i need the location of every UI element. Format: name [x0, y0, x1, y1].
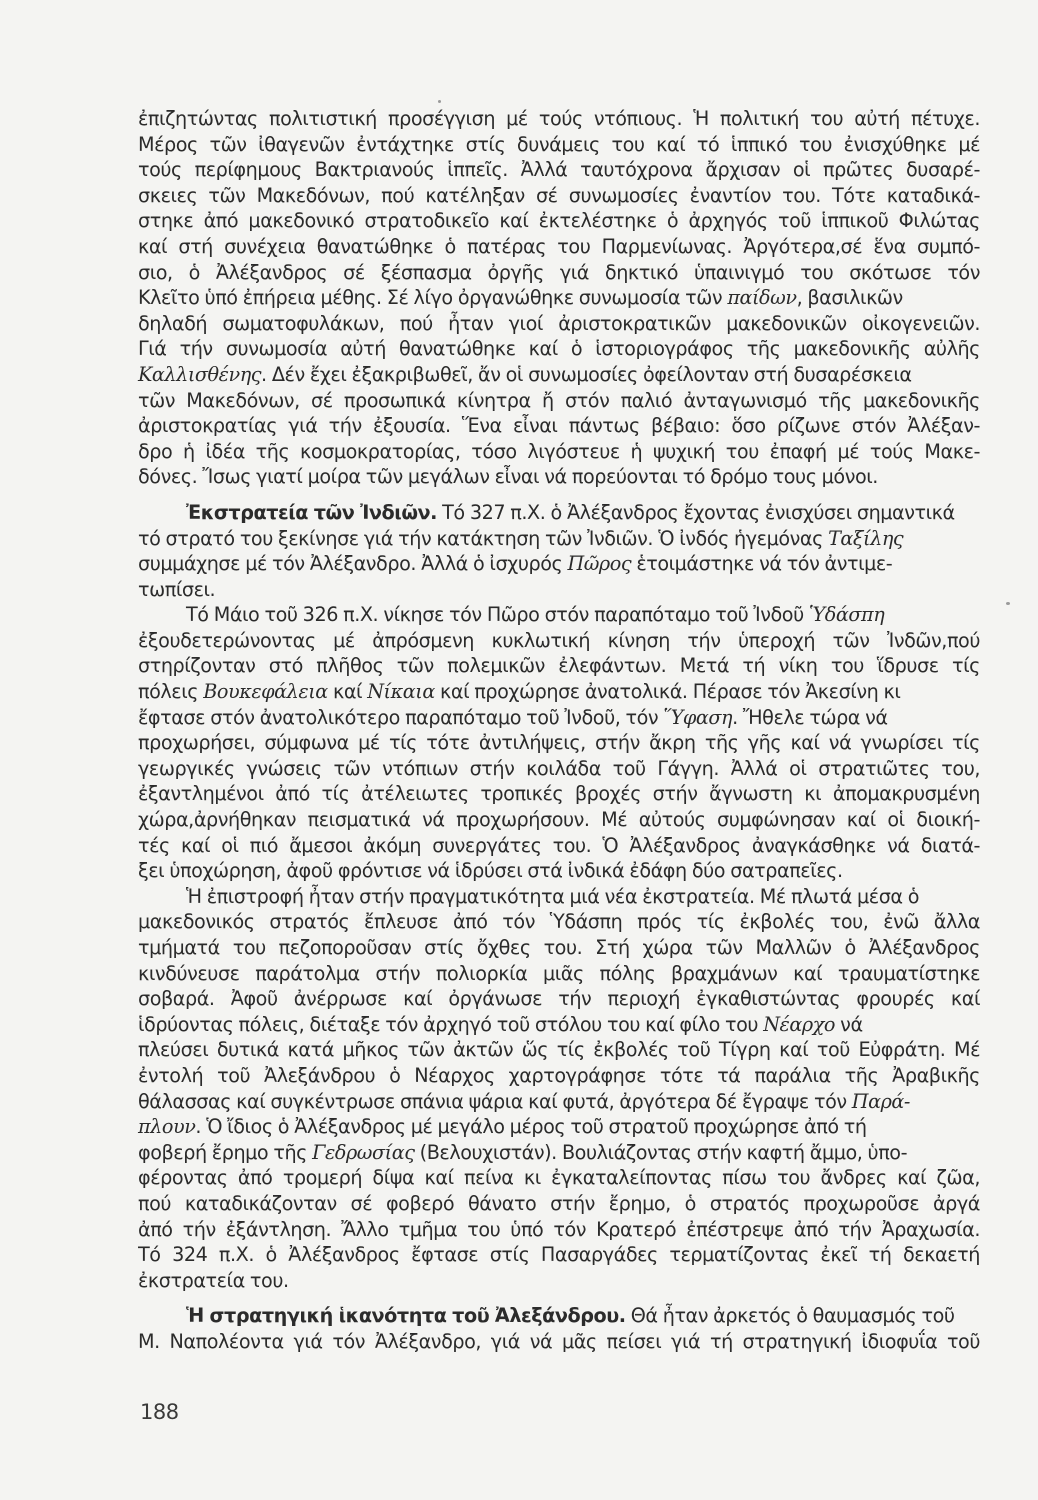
text-line: κινδύνευσε παράτολμα στήν πολιορκία μιᾶς πόλης βραχμάνων καί τραυματίστηκε — [138, 961, 980, 985]
text-line: ἐπιζητώντας πολιτιστική προσέγγιση μέ τούς ντόπιους. Ἡ πολιτική του αὐτή πέτυχε. — [138, 107, 980, 130]
text-segment: ἔφτασε στόν ἀνατολικότερο παραπόταμο τοῦ Ἰνδοῦ, τόν — [138, 705, 664, 729]
italic-term: Πῶρος — [567, 552, 632, 576]
text-line: Τό 324 π.Χ. ὁ Ἀλέξανδρος ἔφτασε στίς Πασαργάδες τερματίζοντας ἐκεῖ τή δεκαετή — [138, 1243, 980, 1267]
page-number: 188 — [140, 1400, 179, 1424]
text-segment: Θά ἦταν ἀρκετός ὁ θαυμασμός τοῦ — [625, 1304, 955, 1328]
italic-term: Γεδρωσίας — [312, 1140, 415, 1164]
paper-speck — [1006, 602, 1010, 605]
text-segment: . Ὁ ἴδιος ὁ Ἀλέξανδρος μέ μεγάλο μέρος τοῦ στρατοῦ προχώρησε ἀπό τή — [195, 1115, 867, 1139]
italic-term: παίδων — [727, 286, 797, 310]
text-segment: τό στρατό του ξεκίνησε γιά τήν κατάκτηση τῶν Ἰνδιῶν. Ὁ ἰνδός ἡγεμόνας — [138, 526, 829, 550]
italic-term: Νέαρχο — [763, 1012, 836, 1036]
text-line — [138, 526, 980, 552]
text-segment: Κλεῖτο ὑπό ἐπήρεια μέθης. Σέ λίγο ὀργανώθηκε συνωμοσία τῶν — [138, 286, 728, 310]
text-segment: (Βελουχιστάν). Βουλιάζοντας στήν καφτή ἄμμο, ὑπο- — [414, 1140, 908, 1164]
text-segment: . Δέν ἔχει ἐξακριβωθεῖ, ἄν οἱ συνωμοσίες ὀφείλονταν στή δυσαρέσκεια — [261, 362, 912, 386]
text-line: Ἡ ἐπιστροφή ἦταν στήν πραγματικότητα μιά νέα ἐκστρατεία. Μέ πλωτά μέσα ὁ — [186, 884, 920, 908]
text-segment: . Ἤθελε τώρα νά — [732, 705, 888, 729]
text-line — [138, 500, 980, 526]
text-segment: φοβερή ἔρημο τῆς — [138, 1140, 313, 1164]
text-segment: νά — [835, 1012, 863, 1036]
text-segment: συμμάχησε μέ τόν Ἀλέξανδρο. Ἀλλά ὁ ἰσχυρός — [138, 552, 568, 576]
italic-term: Ὕφαση — [663, 705, 733, 729]
text-line: σοβαρά. Ἀφοῦ ἀνέρρωσε καί ὀργάνωσε τήν περιοχή ἐγκαθιστώντας φρουρές καί — [138, 987, 980, 1011]
text-line: φέροντας ἀπό τρομερή δίψα καί πείνα κι ἐγκαταλείποντας πίσω του ἄνδρες καί ζῶα, — [138, 1166, 980, 1190]
italic-term: Νίκαια — [367, 680, 435, 704]
text-line: δηλαδή σωματοφυλάκων, πού ἦταν γιοί ἀριστοκρατικῶν μακεδονικῶν οἰκογενειῶν. — [138, 311, 980, 335]
italic-term: πλουν — [138, 1115, 196, 1139]
paragraph-gap — [138, 1293, 980, 1303]
text-line — [138, 551, 980, 577]
text-line: χώρα,ἀρνήθηκαν πεισματικά νά προχωρήσουν. Μέ αὐτούς συμφώνησαν καί οἱ διοική- — [138, 808, 980, 832]
text-segment: θάλασσας καί συγκέντρωσε σπάνια ψάρια καί φυτά, ἀργότερα δέ ἔγραψε τόν — [138, 1089, 852, 1113]
text-line — [138, 1140, 980, 1166]
text-line — [138, 679, 980, 705]
text-line: δρο ἡ ἰδέα τῆς κοσμοκρατορίας, τόσο λιγόστευε ἡ ψυχική του ἐπαφή μέ τούς Μακε- — [138, 439, 980, 463]
text-line: Μ. Ναπολέοντα γιά τόν Ἀλέξανδρο, γιά νά μᾶς πείσει γιά τή στρατηγική ἰδιοφυΐα τοῦ — [138, 1329, 980, 1353]
text-line: σιο, ὁ Ἀλέξανδρος σέ ξέσπασμα ὀργῆς γιά δηκτικό ὑπαινιγμό του σκότωσε τόν — [138, 260, 980, 284]
text-line: πού καταδικάζονταν σέ φοβερό θάνατο στήν ἔρημο, ὁ στρατός προχωροῦσε ἀργά — [138, 1191, 980, 1215]
text-line: τμήματά του πεζοποροῦσαν στίς ὄχθες του. Στή χώρα τῶν Μαλλῶν ὁ Ἀλέξανδρος — [138, 936, 980, 959]
italic-term: Παρά- — [851, 1089, 910, 1113]
text-line: ἀπό τήν ἐξάντληση. Ἄλλο τμῆμα του ὑπό τόν Κρατερό ἐπέστρεψε ἀπό τήν Ἀραχωσία. — [138, 1217, 980, 1241]
section-heading-strategy: Ἡ στρατηγική ἱκανότητα τοῦ Ἀλεξάνδρου. — [186, 1304, 626, 1328]
text-line — [138, 1114, 980, 1140]
text-line: ἐκστρατεία του. — [138, 1268, 289, 1292]
text-line: ἐντολή τοῦ Ἀλεξάνδρου ὁ Νέαρχος χαρτογράφησε τότε τά παράλια τῆς Ἀραβικῆς — [138, 1063, 980, 1087]
text-segment: Τό Μάιο τοῦ 326 π.Χ. νίκησε τόν Πῶρο στόν παραπόταμο τοῦ Ἰνδοῦ — [186, 603, 809, 627]
text-line: ξει ὑποχώρηση, ἀφοῦ φρόντισε νά ἱδρύσει στά ἰνδικά ἐδάφη δύο σατραπεῖες. — [138, 859, 843, 883]
italic-term: Ταξίλης — [828, 526, 904, 550]
text-line: στηρίζονταν στό πλῆθος τῶν πολεμικῶν ἐλεφάντων. Μετά τή νίκη του ἵδρυσε τίς — [138, 654, 980, 678]
text-line: Μέρος τῶν ἰθαγενῶν ἐντάχτηκε στίς δυνάμεις του καί τό ἱππικό του ἐνισχύθηκε μέ — [138, 132, 980, 156]
text-line: δόνες. Ἴσως γιατί μοίρα τῶν μεγάλων εἶναι νά πορεύονται τό δρόμο τους μόνοι. — [138, 465, 878, 489]
text-line: στηκε ἀπό μακεδονικό στρατοδικεῖο καί ἐκτελέστηκε ὁ ἀρχηγός τοῦ ἱππικοῦ Φιλώτας — [138, 209, 980, 233]
text-line: προχωρήσει, σύμφωνα μέ τίς τότε ἀντιλήψεις, στήν ἄκρη τῆς γῆς καί νά γνωρίσει τίς — [138, 731, 980, 755]
text-line: ἐξουδετερώνοντας μέ ἀπρόσμενη κυκλωτική κίνηση τήν ὑπεροχή τῶν Ἰνδῶν,πού — [138, 628, 980, 652]
text-line — [138, 1012, 980, 1038]
text-line — [138, 705, 980, 731]
text-line: ἐξαντλημένοι ἀπό τίς ἀτέλειωτες τροπικές βροχές στήν ἄγνωστη κι ἀπομακρυσμένη — [138, 782, 980, 806]
text-segment: ἱδρύοντας πόλεις, διέταξε τόν ἀρχηγό τοῦ στόλου του καί φίλο του — [138, 1012, 764, 1036]
paragraph-gap — [138, 490, 980, 500]
italic-term: Καλλισθένης — [138, 362, 262, 386]
paper-speck — [438, 100, 441, 103]
text-segment: καί προχώρησε ἀνατολικά. Πέρασε τόν Ἀκεσίνη κι — [434, 680, 901, 704]
text-line: τές καί οἱ πιό ἄμεσοι ἀκόμη συνεργάτες του. Ὁ Ἀλέξανδρος ἀναγκάσθηκε νά διατά- — [138, 833, 980, 857]
text-line: σκειες τῶν Μακεδόνων, πού κατέληξαν σέ συνωμοσίες ἐναντίον του. Τότε καταδικά- — [138, 183, 980, 207]
text-line — [138, 1303, 980, 1329]
text-segment: Τό 327 π.Χ. ὁ Ἀλέξανδρος ἔχοντας ἐνισχύσει σημαντικά — [437, 500, 955, 524]
text-line — [138, 1089, 980, 1115]
text-line: γεωργικές γνώσεις τῶν ντόπιων στήν κοιλάδα τοῦ Γάγγη. Ἀλλά οἱ στρατιῶτες του, — [138, 756, 980, 780]
text-segment: , βασιλικῶν — [796, 286, 903, 310]
italic-term: Ὑδάσπη — [808, 603, 885, 627]
text-segment: καί — [327, 680, 368, 704]
page-body-text — [138, 106, 980, 1355]
text-line: ἀριστοκρατίας γιά τήν ἐξουσία. Ἕνα εἶναι πάντως βέβαιο: ὅσο ρίζωνε στόν Ἀλέξαν- — [138, 414, 980, 438]
text-line — [138, 285, 980, 311]
section-heading-india: Ἐκστρατεία τῶν Ἰνδιῶν. — [186, 500, 437, 524]
text-segment: ἑτοιμάστηκε νά τόν ἀντιμε- — [631, 552, 893, 576]
text-segment: πόλεις — [138, 680, 204, 704]
text-line: τῶν Μακεδόνων, σέ προσωπικά κίνητρα ἤ στόν παλιό ἀνταγωνισμό τῆς μακεδονικῆς — [138, 388, 980, 412]
text-line: Γιά τήν συνωμοσία αὐτή θανατώθηκε καί ὁ ἱστοριογράφος τῆς μακεδονικῆς αὐλῆς — [138, 337, 980, 361]
italic-term: Βουκεφάλεια — [203, 680, 328, 704]
text-line — [138, 602, 980, 628]
text-line: τούς περίφημους Βακτριανούς ἱππεῖς. Ἀλλά ταυτόχρονα ἄρχισαν οἱ πρῶτες δυσαρέ- — [138, 158, 980, 182]
text-line: πλεύσει δυτικά κατά μῆκος τῶν ἀκτῶν ὥς τίς ἐκβολές τοῦ Τίγρη καί τοῦ Εὐφράτη. Μέ — [138, 1038, 980, 1062]
text-line: καί στή συνέχεια θανατώθηκε ὁ πατέρας του Παρμενίωνας. Ἀργότερα,σέ ἕνα συμπό- — [138, 234, 980, 258]
text-line: τωπίσει. — [138, 577, 216, 601]
text-line: μακεδονικός στρατός ἔπλευσε ἀπό τόν Ὑδάσπη πρός τίς ἐκβολές του, ἐνῶ ἄλλα — [138, 910, 980, 934]
text-line — [138, 362, 980, 388]
